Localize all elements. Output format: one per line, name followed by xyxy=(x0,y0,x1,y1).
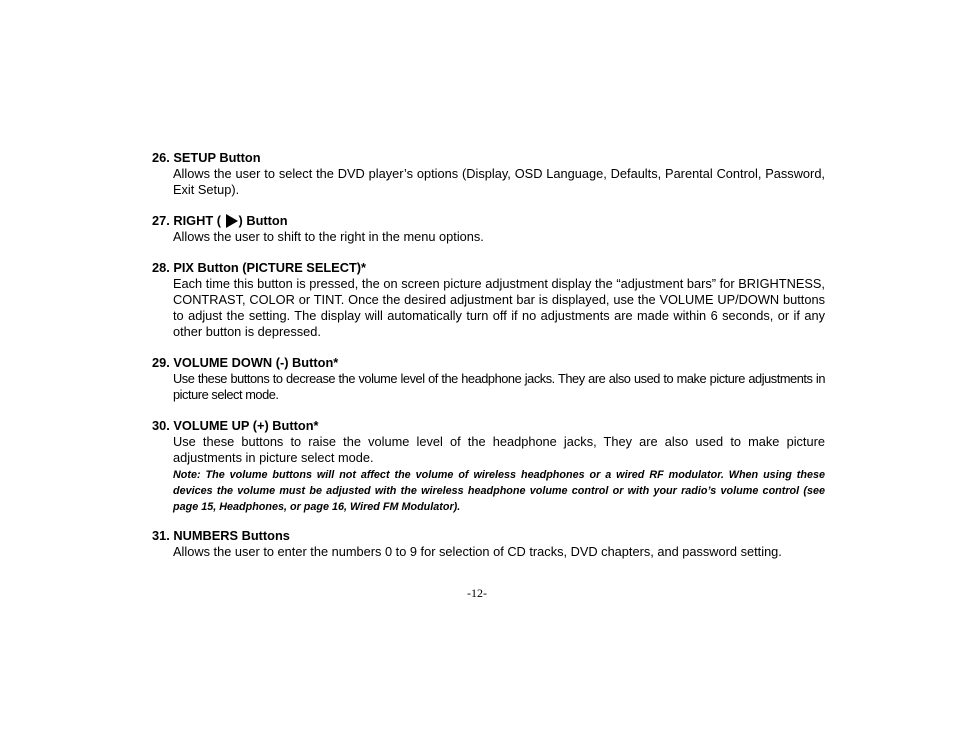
item-pix-button xyxy=(152,260,825,340)
item-title: 28. PIX Button (PICTURE SELECT)* xyxy=(152,260,367,275)
item-title: 30. VOLUME UP (+) Button* xyxy=(152,418,319,433)
volume-note: Note: The volume buttons will not affect the volume of wireless headphones or a wired RF modulator. When using these devices the volume must be adjusted with the wireless headphone volume control or with your radio’s volume control (see page 15, Headphones, or page 16, Wired FM Modulator). xyxy=(173,469,825,513)
page-number: -12- xyxy=(467,586,487,600)
item-body: Use these buttons to raise the volume level of the headphone jacks, They are also used to make picture adjustments in picture select mode. xyxy=(173,434,825,465)
item-title-suffix: ) Button xyxy=(238,213,288,228)
item-title: 29. VOLUME DOWN (-) Button* xyxy=(152,355,339,370)
item-right-button xyxy=(152,213,825,245)
item-body: Allows the user to enter the numbers 0 to 9 for selection of CD tracks, DVD chapters, and password setting. xyxy=(173,544,782,559)
manual-page-content xyxy=(152,150,825,560)
item-title: 26. SETUP Button xyxy=(152,150,261,165)
item-body: Allows the user to shift to the right in the menu options. xyxy=(173,229,484,244)
item-body: Each time this button is pressed, the on screen picture adjustment display the “adjustment bars” for BRIGHTNESS, CONTRAST, COLOR or TINT. Once the desired adjustment bar is displayed, use the VOLUME UP/DOWN buttons to adjust the setting. The display will automatically turn off if no adjustments are made within 6 seconds, or if any other button is depressed. xyxy=(173,276,825,339)
item-body: Allows the user to select the DVD player’s options (Display, OSD Language, Defaults, Parental Control, Password, Exit Setup). xyxy=(173,166,825,197)
item-body: Use these buttons to decrease the volume level of the headphone jacks. They are also used to make picture adjustments in picture select mode. xyxy=(173,371,825,402)
item-numbers-buttons xyxy=(152,528,825,560)
play-triangle-icon xyxy=(226,214,238,228)
item-volume-down-button xyxy=(152,355,825,403)
item-volume-up-button xyxy=(152,418,825,515)
item-title xyxy=(152,213,825,229)
item-title-prefix: 27. RIGHT ( xyxy=(152,213,225,228)
item-setup-button xyxy=(152,150,825,198)
item-title: 31. NUMBERS Buttons xyxy=(152,528,290,543)
